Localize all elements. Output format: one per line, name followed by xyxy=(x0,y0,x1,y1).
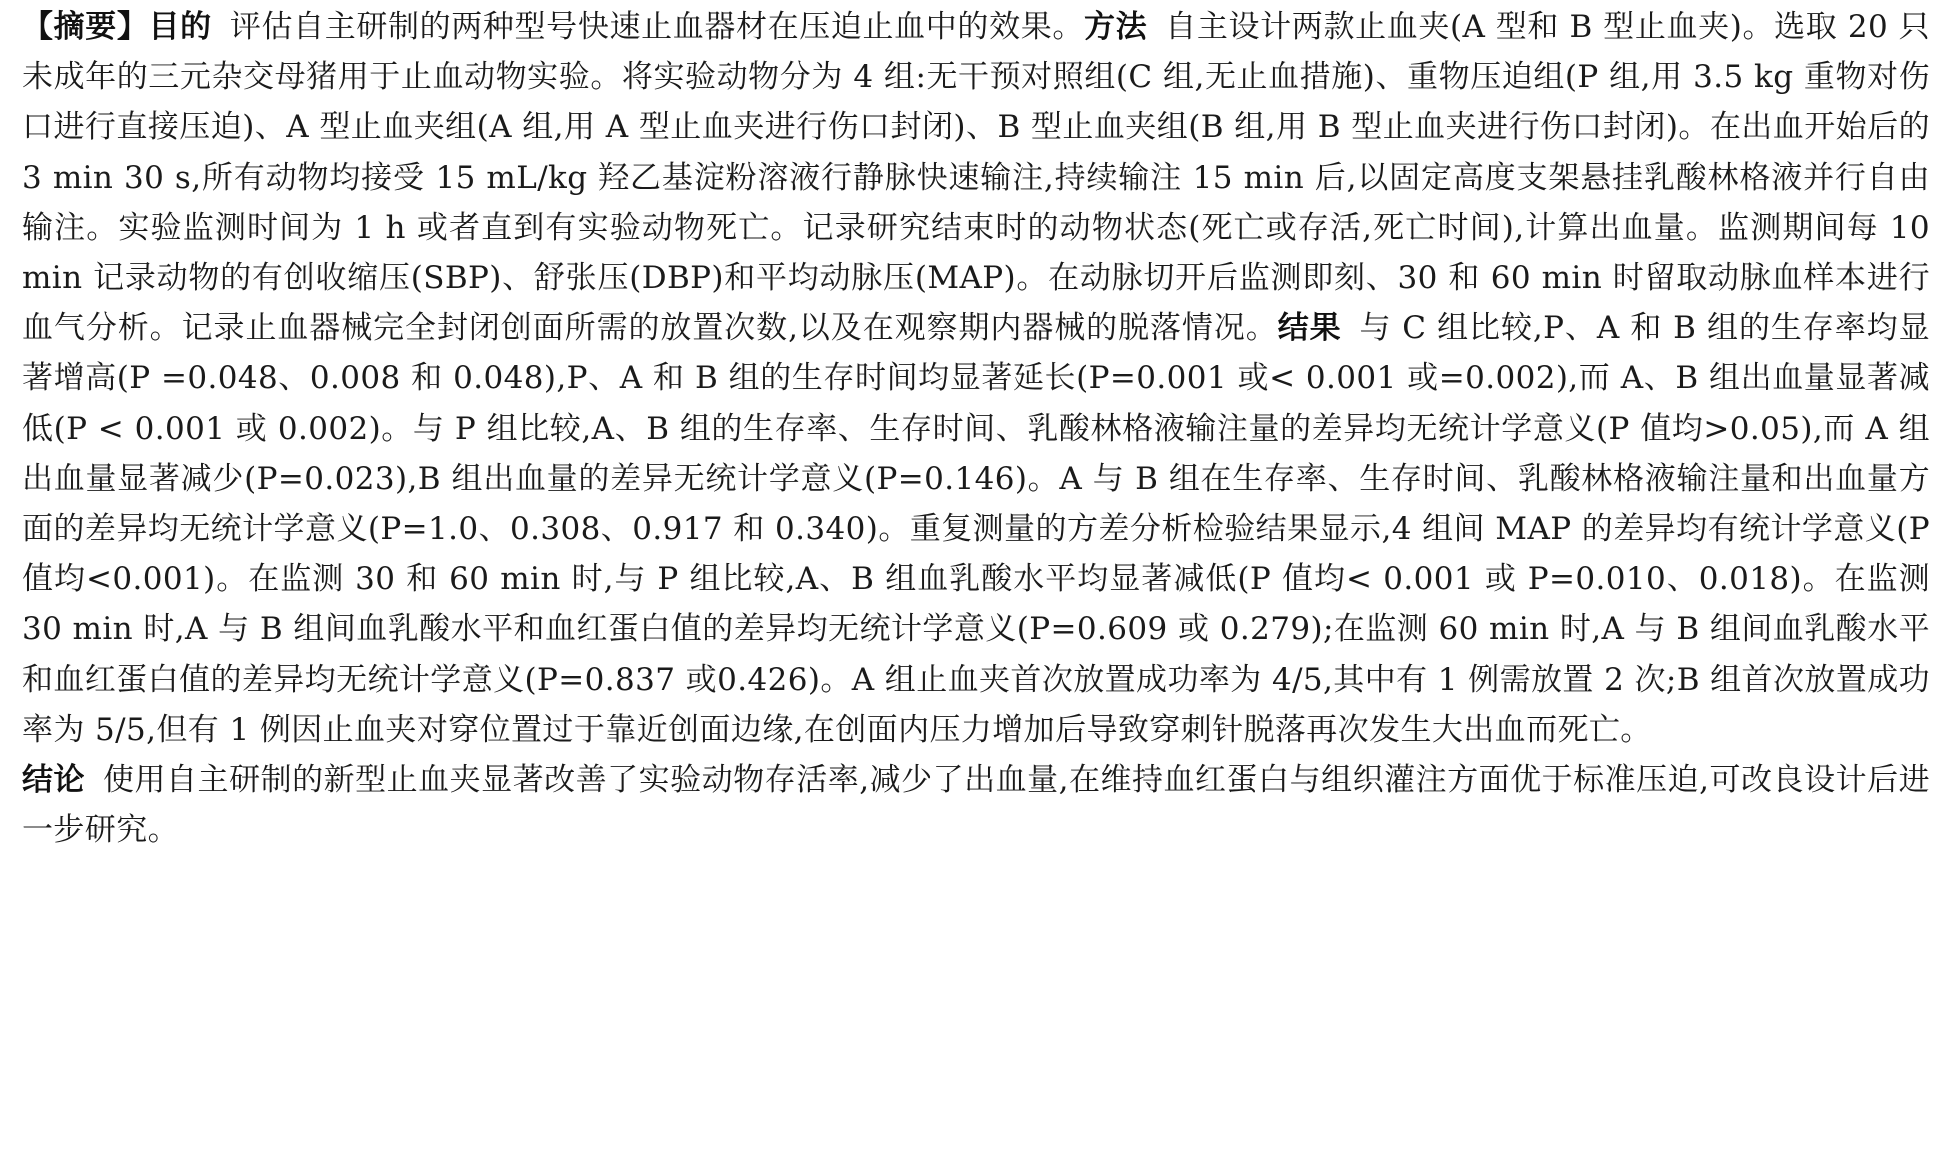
results-text: 与 C 组比较,P、A 和 B 组的生存率均显著增高(P =0.048、0.008 和 0.048),P、A 和 B 组的生存时间均显著延长(P=0.001 或< 0.001 或=0.002),而 A、B 组出血量显著减低(P < 0.001 或 0.002)。与 P 组比较,A、B 组的生存率、生存时间、乳酸林格液输注量的差异均无统计学意义(P 值均>0.05),而 A 组出血量显著减少(P=0.023),B 组出血量的差异无统计学意义(P=0.146)。A 与 B 组在生存率、生存时间、乳酸林格液输注量和出血量方面的差异均无统计学意义(P=1.0、0.308、0.917 和 0.340)。重复测量的方差分析检验结果显示,4 组间 MAP 的差异均有统计学意义(P 值均<0.001)。在监测 30 和 60 min 时,与 P 组比较,A、B 组血乳酸水平均显著减低(P 值均< 0.001 或 P=0.010、0.018)。在监测 30 min 时,A 与 B 组间血乳酸水平和血红蛋白值的差异均无统计学意义(P=0.609 或 0.279);在监测 60 min 时,A 与 B 组间血乳酸水平和血红蛋白值的差异均无统计学意义(P=0.837 或0.426)。A 组止血夹首次放置成功率为 4/5,其中有 1 例需放置 2 次;B 组首次放置成功率为 5/5,但有 1 例因止血夹对穿位置过于靠近创面边缘,在创面内压力增加后导致穿刺针脱落再次发生大出血而死亡。 xyxy=(22,310,1930,748)
conclusion-label: 结论 xyxy=(22,762,86,799)
abstract-header: 【摘要】 xyxy=(22,9,149,45)
results-label: 结果 xyxy=(1277,310,1342,347)
methods-label: 方法 xyxy=(1083,9,1148,45)
conclusion-text: 使用自主研制的新型止血夹显著改善了实验动物存活率,减少了出血量,在维持血红蛋白与组织灌注方面优于标准压迫,可改良设计后进一步研究。 xyxy=(22,762,1930,849)
methods-text: 自主设计两款止血夹(A 型和 B 型止血夹)。选取 20 只未成年的三元杂交母猪用于止血动物实验。将实验动物分为 4 组:无干预对照组(C 组,无止血措施)、重物压迫组(P 组,用 3.5 kg 重物对伤口进行直接压迫)、A 型止血夹组(A 组,用 A 型止血夹进行伤口封闭)、B 型止血夹组(B 组,用 B 型止血夹进行伤口封闭)。在出血开始后的 3 min 30 s,所有动物均接受 15 mL/kg 羟乙基淀粉溶液行静脉快速输注,持续输注 15 min 后,以固定高度支架悬挂乳酸林格液并行自由输注。实验监测时间为 1 h 或者直到有实验动物死亡。记录研究结束时的动物状态(死亡或存活,死亡时间),计算出血量。监测期间每 10 min 记录动物的有创收缩压(SBP)、舒张压(DBP)和平均动脉压(MAP)。在动脉切开后监测即刻、30 和 60 min 时留取动脉血样本进行血气分析。记录止血器械完全封闭创面所需的放置次数,以及在观察期内器械的脱落情况。 xyxy=(22,9,1931,347)
objective-text: 评估自主研制的两种型号快速止血器材在压迫止血中的效果。 xyxy=(229,9,1084,45)
abstract-paragraph xyxy=(22,2,1930,855)
objective-label: 目的 xyxy=(148,9,212,45)
